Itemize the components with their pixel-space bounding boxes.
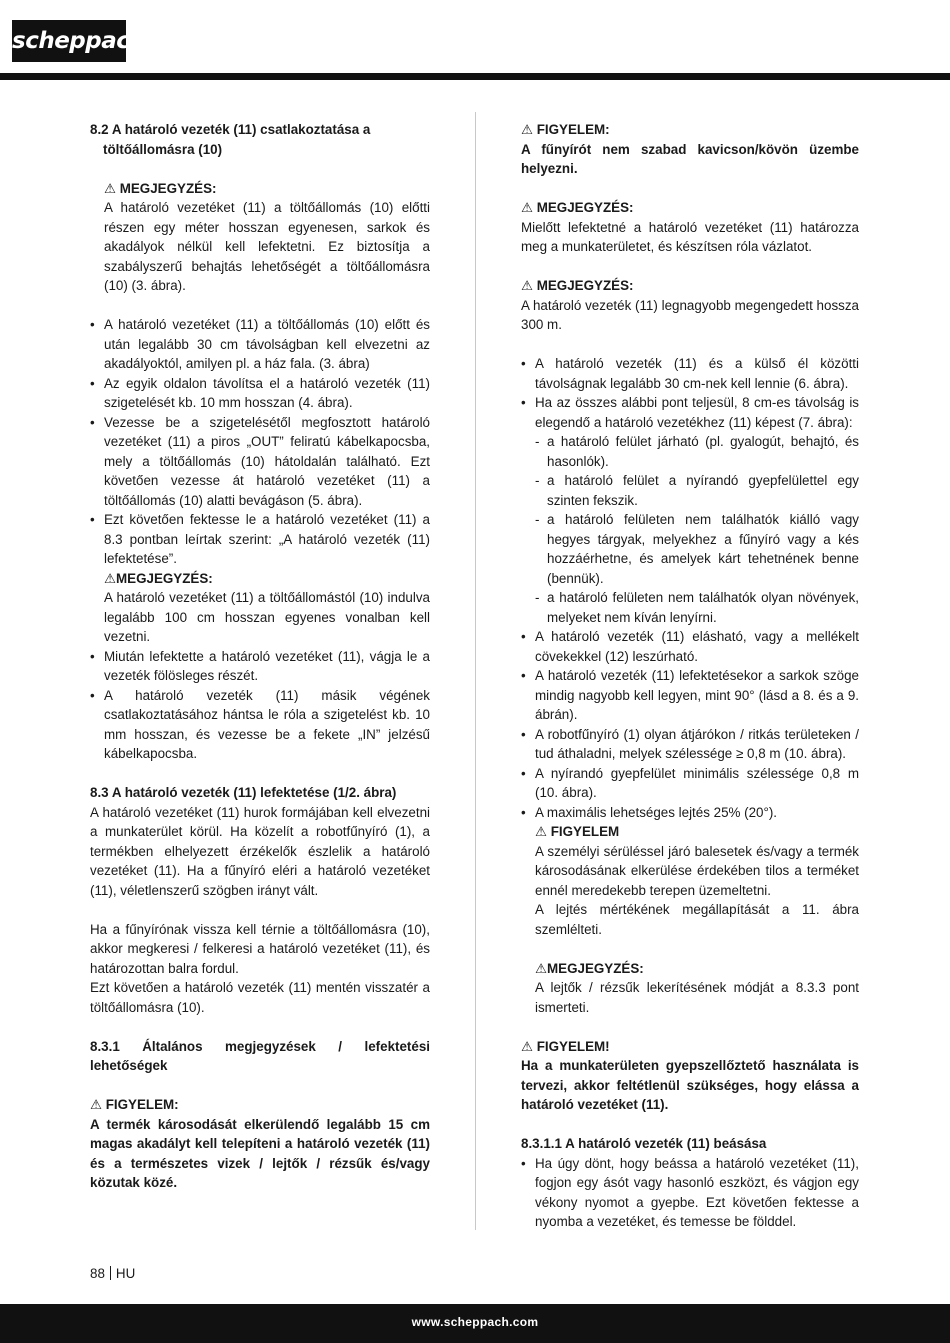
website-url: www.scheppach.com xyxy=(411,1315,539,1329)
warning-heading: ⚠ FIGYELEM xyxy=(535,824,620,839)
right-column xyxy=(521,120,859,1232)
paragraph: A határoló vezetéket (11) hurok formájában kell elvezetni a munkaterület körül. Ha közelít a robotfűnyíró (1), a termékben elhelyezett érzékelők észlelik a határoló vezetéket (11). Ha a fűnyíró eléri a határoló vezetéket (11), véletlenszerű szögben irányt vált. xyxy=(90,804,430,898)
list-item: • A határoló vezeték (11) lefektetésekor a sarkok szöge mindig nagyobb kell legyen, mint 90° (lásd a 8. és a 9. ábrán). xyxy=(521,666,859,725)
warning-heading: ⚠ FIGYELEM: xyxy=(521,122,610,137)
left-column xyxy=(90,120,430,1193)
warning-heading: ⚠ FIGYELEM: xyxy=(90,1097,179,1112)
list-item: • A nyírandó gyepfelület minimális szélessége 0,8 m (10. ábra). xyxy=(521,764,859,803)
sub-list-item: - a határoló felületen nem találhatók olyan növények, melyeket nem kíván lenyírni. xyxy=(521,588,859,627)
note-heading: ⚠MEGJEGYZÉS: xyxy=(535,960,644,976)
list-item: • A határoló vezetéket (11) a töltőállomás (10) előtt és után legalább 30 cm távolságban kell elvezetni az akadályoktól, amilyen pl. a ház fala. (3. ábra) xyxy=(90,315,430,374)
section-8-3-1-title: 8.3.1 Általános megjegyzések / lefektetési lehetőségek xyxy=(90,1038,430,1073)
warning-text: Ha a munkaterületen gyepszellőztető használata is tervezi, akkor feltétlenül szükséges, hogy elássa a határoló vezetéket (11). xyxy=(521,1058,859,1112)
scheppach-logo: scheppach xyxy=(12,20,126,62)
list-item: • A határoló vezeték (11) és a külső él közötti távolságnak legalább 30 cm-nek kell lennie (6. ábra). xyxy=(521,354,859,393)
note-block-1 xyxy=(90,179,430,296)
column-divider xyxy=(475,112,476,1230)
warning-heading: ⚠ FIGYELEM! xyxy=(521,1038,610,1054)
warning-text: A termék károsodását elkerülendő legalább 15 cm magas akadályt kell telepíteni a határoló vezeték (11) és a természetes vizek / lejtők / rézsűk és/vagy közutak közé. xyxy=(90,1116,430,1190)
footer-separator xyxy=(110,1266,111,1280)
page-footer xyxy=(90,1264,135,1284)
note-heading: ⚠MEGJEGYZÉS: xyxy=(104,570,213,586)
paragraph: Ha a fűnyírónak vissza kell térnie a töltőállomásra (10), akkor megkeresi / felkeresi a határoló vezetéket (11), és határozottan balra fordul. xyxy=(90,921,430,976)
list-item: • Ha az összes alábbi pont teljesül, 8 cm-es távolság is elegendő a határoló vezetékhez (11) képest (7. ábra): xyxy=(521,393,859,432)
note-heading: ⚠ MEGJEGYZÉS: xyxy=(521,200,634,215)
list-item: • A határoló vezeték (11) másik végének csatlakoztatásához hántsa le róla a szigetelést kb. 10 mm hosszan, és vezesse be a fekete „IN” jelzésű kábelkapocsba. xyxy=(90,686,430,764)
note-heading: ⚠ MEGJEGYZÉS: xyxy=(521,278,634,293)
header-rule xyxy=(0,73,950,80)
sub-list-item: - a határoló felület a nyírandó gyepfelülettel egy szinten fekszik. xyxy=(521,471,859,510)
warning-text: A fűnyírót nem szabad kavicson/kövön üzembe helyezni. xyxy=(521,141,859,176)
list-item: • Vezesse be a szigetelésétől megfosztott határoló vezetéket (11) a piros „OUT” feliratú kábelkapocsba, mely a töltőállomás (10) hátoldalán található. Ezt követően vezesse át határoló vezetéket (11) a töltőállomás (10) alatti bevágáson (5. ábra). xyxy=(90,413,430,511)
section-8-3-1-1-title: 8.3.1.1 A határoló vezeték (11) beásása xyxy=(521,1136,767,1151)
footer-bar xyxy=(0,1304,950,1343)
warning-text: A személyi sérüléssel járó balesetek és/vagy a termék károsodásának elkerülése érdekében tilos a terméket ennél meredekebb terepen üzemeltetni. xyxy=(535,843,859,898)
warning-text: A lejtés mértékének megállapítását a 11. ábra szemlélteti. xyxy=(535,902,859,937)
note-text: A lejtők / rézsűk lekerítésének módját a 8.3.3 pont ismerteti. xyxy=(535,980,859,1015)
list-item: • A robotfűnyíró (1) olyan átjárókon / ritkás területeken / tud áthaladni, melyek szélessége ≥ 0,8 m (10. ábra). xyxy=(521,725,859,764)
note-text: A határoló vezeték (11) legnagyobb megengedett hossza 300 m. xyxy=(521,297,859,332)
list-item: • A határoló vezeték (11) elásható, vagy a mellékelt cövekekkel (12) leszúrható. xyxy=(521,627,859,666)
note-heading: ⚠ MEGJEGYZÉS: xyxy=(104,180,217,196)
note-text: Mielőtt lefektetné a határoló vezetéket (11) határozza meg a munkaterületet, és készítsen róla vázlatot. xyxy=(521,219,859,254)
list-item: • A maximális lehetséges lejtés 25% (20°). xyxy=(521,803,859,823)
section-8-3-title: 8.3 A határoló vezeték (11) lefektetése (1/2. ábra) xyxy=(90,785,397,800)
section-8-2-title: 8.2 A határoló vezeték (11) csatlakoztatása a töltőállomásra (10) xyxy=(90,122,371,157)
sub-list-item: - a határoló felületen nem találhatók kiálló vagy hegyes tárgyak, melyekhez a fűnyíró vagy a kés hozzáérhetne, és amelyek kárt tehetnének benne (bennük). xyxy=(521,510,859,588)
warning-block xyxy=(521,822,859,1017)
list-item: • Ezt követően fektesse le a határoló vezetéket (11) a 8.3 pontban leírtak szerint: „A határoló vezeték (11) lefektetése”. xyxy=(90,510,430,569)
language-code: HU xyxy=(115,1266,136,1281)
paragraph: Ezt követően a határoló vezeték (11) mentén visszatér a töltőállomásra (10). xyxy=(90,980,430,1015)
note-block-2 xyxy=(90,569,430,647)
list-item: • Miután lefektette a határoló vezetéket (11), vágja le a vezeték fölösleges részét. xyxy=(90,647,430,686)
page-number: 88 xyxy=(90,1266,105,1281)
note-text: A határoló vezetéket (11) a töltőállomástól (10) indulva legalább 100 cm hosszan egyenes vonalban kell vezetni. xyxy=(104,590,430,644)
note-text: A határoló vezetéket (11) a töltőállomás (10) előtti részen egy méter hosszan egyenesen, sarkok és akadályok nélkül kell lefektetni. Ez biztosítja a szabályszerű behajtás lehetőségét a töltőállomásra (10) (3. ábra). xyxy=(104,200,430,293)
sub-list-item: - a határoló felület járható (pl. gyalogút, behajtó, és hasonlók). xyxy=(521,432,859,471)
list-item: • Ha úgy dönt, hogy beássa a határoló vezetéket (11), fogjon egy ásót vagy hasonló eszközt, és vágjon egy vékony nyomot a gyepbe. Ezt követően fektesse a nyomba a vezetéket, és temesse be földdel. xyxy=(521,1154,859,1232)
list-item: • Az egyik oldalon távolítsa el a határoló vezeték (11) szigetelését kb. 10 mm hosszan (4. ábra). xyxy=(90,374,430,413)
